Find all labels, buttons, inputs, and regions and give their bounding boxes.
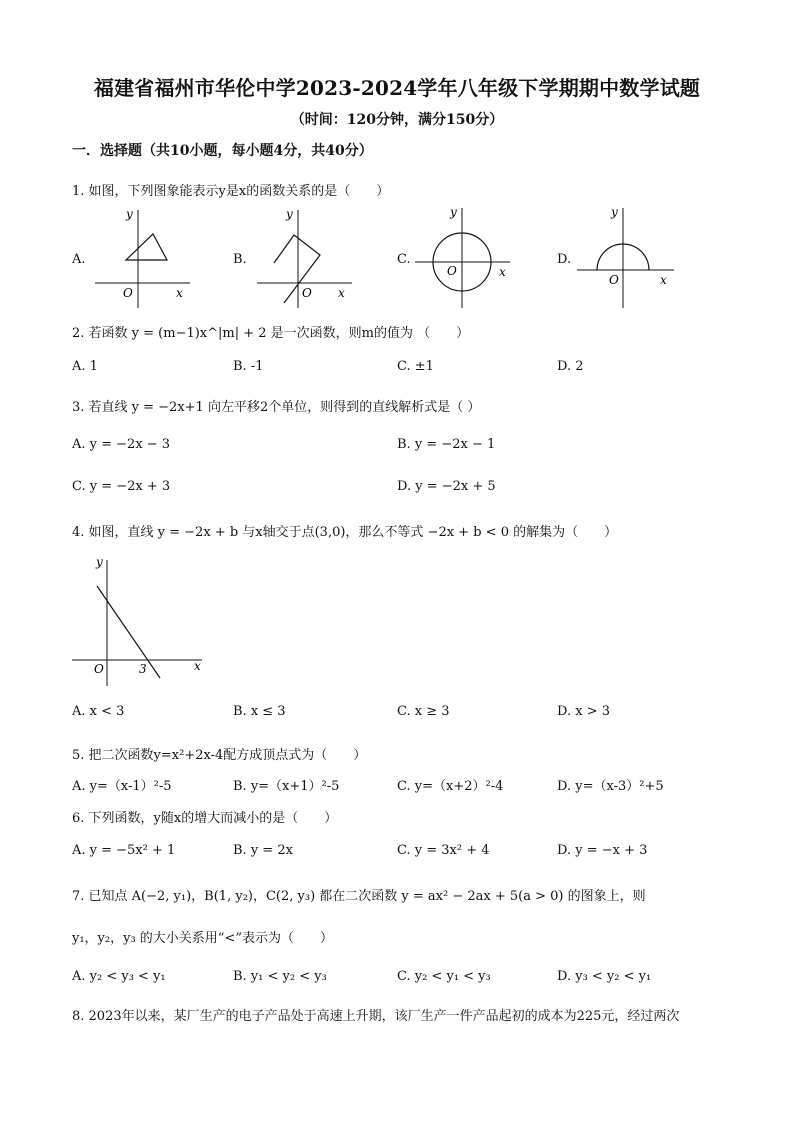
q4-option-b: B. x ≤ 3 — [233, 704, 286, 719]
q1-graph-c — [410, 200, 515, 310]
q4-x-label: x — [194, 659, 201, 673]
q1c-y-label: y — [450, 205, 457, 219]
q7-option-c: C. y₂ < y₁ < y₃ — [397, 969, 491, 984]
q3-option-c: C. y = −2x + 3 — [72, 479, 171, 494]
q3-option-d: D. y = −2x + 5 — [397, 479, 496, 494]
q1-label-b: B. — [233, 252, 247, 267]
q4-tick-3: 3 — [139, 662, 147, 676]
q3-option-b: B. y = −2x − 1 — [397, 437, 496, 452]
section-heading: 一．选择题（共10小题，每小题4分，共40分） — [72, 143, 373, 159]
q1-graph-d — [572, 200, 682, 310]
q5-option-c: C. y=（x+2）²-4 — [397, 779, 504, 794]
q1-label-d: D. — [557, 252, 572, 267]
q1c-x-label: x — [499, 265, 506, 279]
q7-option-a: A. y₂ < y₃ < y₁ — [72, 969, 166, 984]
q5-option-d: D. y=（x-3）²+5 — [557, 779, 664, 794]
q5-option-a: A. y=（x-1）²-5 — [72, 779, 172, 794]
question-7-stem: 7. 已知点 A(−2, y₁)，B(1, y₂)，C(2, y₃) 都在二次函数 y = ax² − 2ax + 5(a > 0) 的图象上，则 — [72, 889, 646, 904]
q1b-x-label: x — [338, 286, 345, 300]
q4-option-c: C. x ≥ 3 — [397, 704, 450, 719]
q6-option-b: B. y = 2x — [233, 843, 293, 858]
q2-option-c: C. ±1 — [397, 359, 434, 374]
q2-option-a: A. 1 — [72, 359, 98, 374]
q6-option-c: C. y = 3x² + 4 — [397, 843, 490, 858]
q1-graph-a — [90, 200, 195, 310]
q6-option-a: A. y = −5x² + 1 — [72, 843, 176, 858]
q1d-origin-label: O — [609, 273, 619, 287]
q4-graph — [68, 548, 208, 688]
question-3-stem: 3. 若直线 y = −2x+1 向左平移2个单位，则得到的直线解析式是（ ） — [72, 400, 481, 415]
question-8-stem: 8. 2023年以来，某厂生产的电子产品处于高速上升期，该厂生产一件产品起初的成本为225元，经过两次 — [72, 1009, 680, 1024]
q4-option-a: A. x < 3 — [72, 704, 125, 719]
question-5-stem: 5. 把二次函数y=x²+2x-4配方成顶点式为（ ） — [72, 748, 367, 763]
q1a-origin-label: O — [123, 286, 133, 300]
q1d-x-label: x — [660, 273, 667, 287]
q1b-y-label: y — [286, 207, 293, 221]
q4-origin-label: O — [94, 662, 104, 676]
q1-label-c: C. — [397, 252, 411, 267]
page-title: 福建省福州市华伦中学2023-2024学年八年级下学期期中数学试题 — [93, 76, 701, 100]
q2-option-d: D. 2 — [557, 359, 584, 374]
q7-option-d: D. y₃ < y₂ < y₁ — [557, 969, 652, 984]
q1d-y-label: y — [611, 205, 618, 219]
q1-label-a: A. — [72, 252, 86, 267]
q1a-x-label: x — [176, 286, 183, 300]
exam-info: （时间：120分钟，满分150分） — [290, 112, 504, 128]
q3-option-a: A. y = −2x − 3 — [72, 437, 171, 452]
q1c-origin-label: O — [447, 264, 457, 278]
q1-graph-b — [252, 200, 357, 310]
question-4-stem: 4. 如图，直线 y = −2x + b 与x轴交于点(3,0)，那么不等式 −2x + b < 0 的解集为（ ） — [72, 525, 618, 540]
q7-option-b: B. y₁ < y₂ < y₃ — [233, 969, 327, 984]
question-7-stem-continued: y₁，y₂，y₃ 的大小关系用“<”表示为（ ） — [72, 931, 333, 946]
question-2-stem: 2. 若函数 y = (m−1)x^|m| + 2 是一次函数，则m的值为 （ ） — [72, 326, 470, 341]
q6-option-d: D. y = −x + 3 — [557, 843, 648, 858]
q1a-y-label: y — [126, 207, 133, 221]
q4-option-d: D. x > 3 — [557, 704, 610, 719]
question-1-stem: 1. 如图，下列图象能表示y是x的函数关系的是（ ） — [72, 184, 390, 199]
q4-y-label: y — [96, 555, 103, 569]
question-6-stem: 6. 下列函数，y随x的增大而减小的是（ ） — [72, 811, 338, 826]
q1b-origin-label: O — [302, 286, 312, 300]
q2-option-b: B. -1 — [233, 359, 264, 374]
q5-option-b: B. y=（x+1）²-5 — [233, 779, 340, 794]
